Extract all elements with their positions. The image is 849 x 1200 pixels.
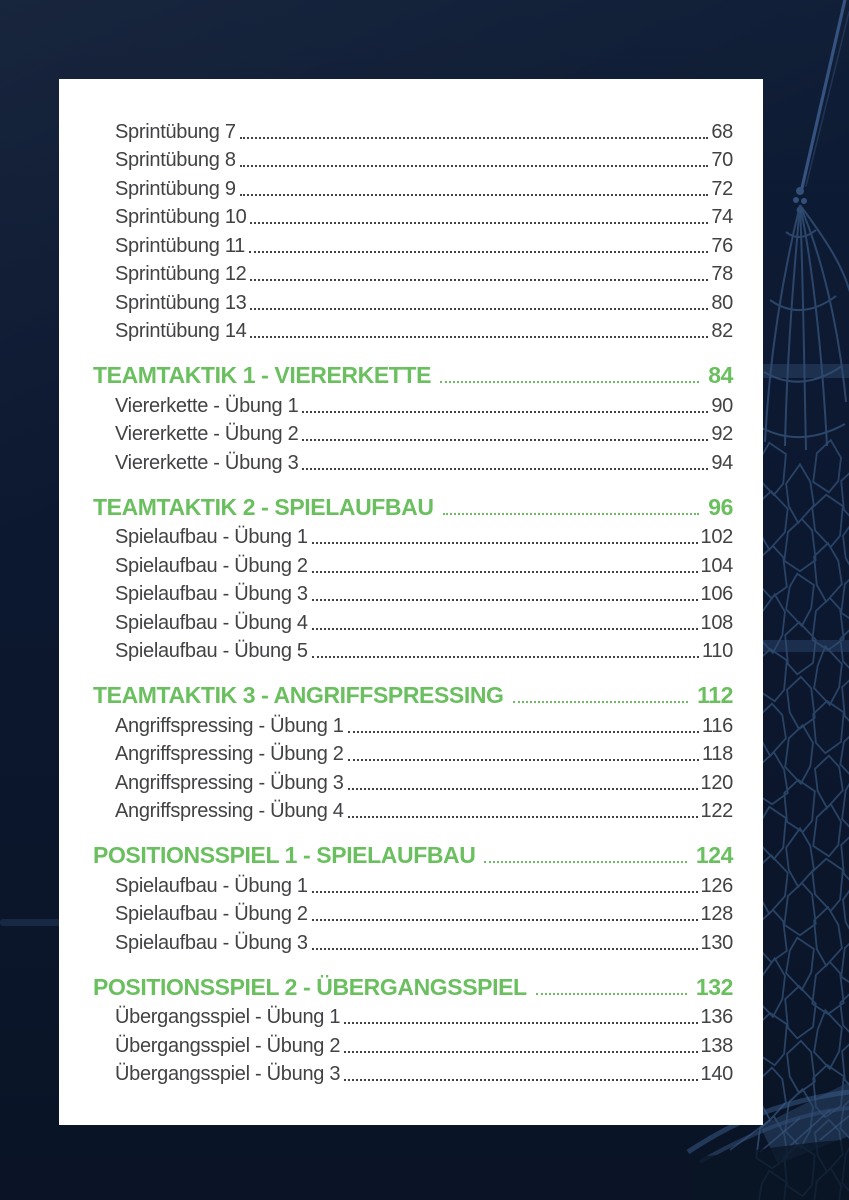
dot-leader xyxy=(312,571,698,573)
toc-heading-page-number: 96 xyxy=(708,493,733,520)
toc-heading-page-number: 132 xyxy=(695,973,733,1000)
dot-leader xyxy=(443,513,700,515)
net-hexagons xyxy=(756,440,849,1200)
toc-item-label: Sprintübung 13 xyxy=(115,291,247,314)
toc-item-label: Spielaufbau - Übung 4 xyxy=(115,611,308,634)
toc-heading-row xyxy=(93,490,733,521)
toc-item-page-number: 138 xyxy=(700,1034,733,1057)
dot-leader xyxy=(312,919,698,921)
field-line xyxy=(0,919,62,926)
dot-leader xyxy=(312,628,698,630)
toc-item-label: Spielaufbau - Übung 1 xyxy=(115,526,308,548)
dot-leader xyxy=(484,861,686,863)
toc-item-label: Sprintübung 11 xyxy=(115,234,245,257)
toc-item-label: Spielaufbau - Übung 2 xyxy=(115,903,308,925)
toc-item-label: Spielaufbau - Übung 3 xyxy=(115,931,308,954)
toc-item-page-number: 126 xyxy=(700,874,733,897)
toc-item-row xyxy=(93,1001,733,1030)
dot-leader xyxy=(302,439,708,441)
dot-leader xyxy=(240,194,709,196)
dot-leader xyxy=(348,759,699,761)
toc-item-row xyxy=(93,606,733,635)
toc-item-page-number: 80 xyxy=(711,291,733,314)
dot-leader xyxy=(348,731,699,733)
toc-item-row xyxy=(93,258,733,287)
toc-item-page-number: 136 xyxy=(700,1006,733,1028)
toc-heading-page-number: 124 xyxy=(695,842,733,868)
toc-item-label: Angriffspressing - Übung 2 xyxy=(115,743,344,765)
toc-item-row xyxy=(93,115,733,144)
toc-item-label: Angriffspressing - Übung 1 xyxy=(115,714,344,737)
toc-item-page-number: 102 xyxy=(700,526,733,548)
toc-item-page-number: 76 xyxy=(711,234,733,257)
toc-item-label: Übergangsspiel - Übung 2 xyxy=(115,1034,341,1057)
toc-item-label: Viererkette - Übung 3 xyxy=(115,451,299,474)
dot-leader xyxy=(312,891,698,893)
toc-item-page-number: 116 xyxy=(702,714,733,737)
toc-item-label: Viererkette - Übung 2 xyxy=(115,423,299,445)
toc-item-row xyxy=(93,926,733,955)
dot-leader xyxy=(312,542,698,544)
toc-item-row xyxy=(93,389,733,418)
toc-heading-label: POSITIONSSPIEL 1 - SPIELAUFBAU xyxy=(93,842,476,868)
toc-heading-page-number: 112 xyxy=(697,682,733,708)
toc-item-page-number: 72 xyxy=(711,177,733,200)
toc-heading-row xyxy=(93,838,733,869)
dot-leader xyxy=(250,336,708,338)
dot-leader xyxy=(312,656,699,658)
toc-item-page-number: 104 xyxy=(700,554,733,577)
toc-heading-label: TEAMTAKTIK 2 - SPIELAUFBAU xyxy=(93,493,434,520)
toc-heading-page-number: 84 xyxy=(708,362,733,388)
toc-item-label: Spielaufbau - Übung 5 xyxy=(115,640,308,662)
toc-heading-row xyxy=(93,970,733,1001)
dot-leader xyxy=(240,165,709,167)
net-mesh xyxy=(756,440,849,1200)
dot-leader xyxy=(312,599,698,601)
toc-item-row xyxy=(93,1058,733,1087)
toc-item-label: Sprintübung 7 xyxy=(115,120,236,143)
net-funnel xyxy=(762,205,849,450)
toc-item-label: Angriffspressing - Übung 4 xyxy=(115,800,344,822)
dot-leader xyxy=(250,279,708,281)
toc-item-label: Angriffspressing - Übung 3 xyxy=(115,771,344,794)
toc-item-row xyxy=(93,709,733,738)
toc-item-page-number: 106 xyxy=(700,583,733,605)
toc-item-page-number: 130 xyxy=(700,931,733,954)
dot-leader xyxy=(312,948,698,950)
dot-leader xyxy=(302,468,708,470)
dot-leader xyxy=(240,137,709,139)
toc-heading-label: TEAMTAKTIK 3 - ANGRIFFSPRESSING xyxy=(93,682,504,708)
toc-item-row xyxy=(93,578,733,607)
dot-leader xyxy=(440,381,699,383)
toc-item-page-number: 128 xyxy=(700,903,733,925)
dot-leader xyxy=(344,1051,697,1053)
toc-heading-row xyxy=(93,358,733,389)
toc-item-row xyxy=(93,201,733,230)
dot-leader xyxy=(348,788,698,790)
toc-item-page-number: 110 xyxy=(702,640,733,662)
toc-item-page-number: 108 xyxy=(700,611,733,634)
toc-item-row xyxy=(93,446,733,475)
toc-item-label: Viererkette - Übung 1 xyxy=(115,394,299,417)
dot-leader xyxy=(250,308,708,310)
toc-item-row xyxy=(93,795,733,824)
dot-leader xyxy=(513,701,689,703)
toc-item-row xyxy=(93,869,733,898)
toc-item-label: Sprintübung 10 xyxy=(115,206,247,228)
toc-item-page-number: 90 xyxy=(711,394,733,417)
dot-leader xyxy=(249,251,708,253)
toc-item-row xyxy=(93,738,733,767)
toc-item-label: Sprintübung 8 xyxy=(115,149,236,171)
toc-item-row xyxy=(93,229,733,258)
dot-leader xyxy=(348,816,698,818)
toc-item-page-number: 118 xyxy=(702,743,733,765)
toc-item-row xyxy=(93,766,733,795)
toc-item-page-number: 120 xyxy=(700,771,733,794)
toc-item-label: Spielaufbau - Übung 1 xyxy=(115,874,308,897)
toc-item-row xyxy=(93,315,733,344)
net-rope xyxy=(802,0,849,188)
toc-item-label: Spielaufbau - Übung 2 xyxy=(115,554,308,577)
toc-item-label: Sprintübung 9 xyxy=(115,177,236,200)
toc-item-row xyxy=(93,898,733,927)
toc-item-row xyxy=(93,521,733,550)
toc-item-row xyxy=(93,418,733,447)
dot-leader xyxy=(344,1079,697,1081)
toc-item-label: Übergangsspiel - Übung 1 xyxy=(115,1006,341,1028)
toc-item-page-number: 122 xyxy=(700,800,733,822)
toc-item-page-number: 82 xyxy=(711,320,733,342)
toc-item-page-number: 68 xyxy=(711,120,733,143)
toc-item-page-number: 70 xyxy=(711,149,733,171)
dot-leader xyxy=(302,411,708,413)
toc-item-label: Sprintübung 12 xyxy=(115,263,247,285)
toc-item-row xyxy=(93,549,733,578)
toc-item-page-number: 78 xyxy=(711,263,733,285)
toc-item-row xyxy=(93,286,733,315)
toc-item-page-number: 94 xyxy=(711,451,733,474)
toc-item-label: Spielaufbau - Übung 3 xyxy=(115,583,308,605)
toc-heading-label: POSITIONSSPIEL 2 - ÜBERGANGSSPIEL xyxy=(93,973,527,1000)
toc-item-label: Sprintübung 14 xyxy=(115,320,247,342)
toc-item-label: Übergangsspiel - Übung 3 xyxy=(115,1063,341,1085)
toc-item-page-number: 74 xyxy=(711,206,733,228)
dot-leader xyxy=(536,993,687,995)
toc-heading-row xyxy=(93,678,733,709)
toc-item-page-number: 92 xyxy=(711,423,733,445)
toc-heading-label: TEAMTAKTIK 1 - VIERERKETTE xyxy=(93,362,432,388)
toc-item-row xyxy=(93,144,733,173)
dot-leader xyxy=(250,222,708,224)
toc-page xyxy=(59,79,763,1125)
toc-item-page-number: 140 xyxy=(700,1063,733,1085)
toc-item-row xyxy=(93,1029,733,1058)
dot-leader xyxy=(344,1022,697,1024)
toc-item-row xyxy=(93,172,733,201)
toc xyxy=(93,115,733,1086)
toc-item-row xyxy=(93,635,733,664)
